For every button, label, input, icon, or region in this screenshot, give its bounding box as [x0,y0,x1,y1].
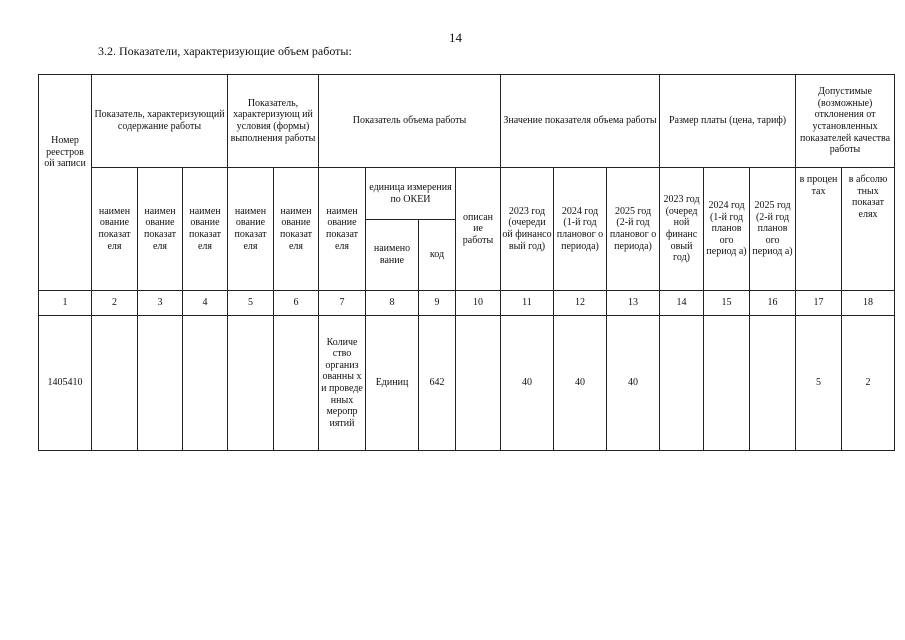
registry-number-cell: 1405410 [39,316,92,451]
column-number: 13 [607,291,660,316]
header-percent: в процен тах [796,168,842,291]
header-conditions-indicator: Показатель, характеризующ ий условия (формы) выполнения работы [228,75,319,168]
indicator-name-cell: Количе ство организ ованны х и проведе нных меропр иятий [319,316,366,451]
header-registry-number: Номер реестров ой записи [39,75,92,291]
header-value-indicator: Значение показателя объема работы [501,75,660,168]
header-year-2024-fee: 2024 год (1-й год планов ого период а) [704,168,750,291]
value-2025-cell: 40 [607,316,660,451]
header-content-indicator: Показатель, характеризующий содержание работы [92,75,228,168]
empty-cell [183,316,228,451]
header-description: описан ие работы [456,168,501,291]
column-number: 8 [366,291,419,316]
header-volume-indicator: Показатель объема работы [319,75,501,168]
header-year-2023-value: 2023 год (очереди ой финансо вый год) [501,168,554,291]
header-name-col-6: наимен ование показат еля [274,168,319,291]
header-name-col-5: наимен ование показат еля [228,168,274,291]
empty-cell [92,316,138,451]
header-fee-size: Размер платы (цена, тариф) [660,75,796,168]
column-number: 17 [796,291,842,316]
header-absolute: в абсолю тных показат елях [842,168,895,291]
column-number: 16 [750,291,796,316]
column-number: 1 [39,291,92,316]
empty-cell [750,316,796,451]
table-row [39,316,895,451]
header-name-col-2: наимен ование показат еля [92,168,138,291]
header-allowed-deviations: Допустимые (возможные) отклонения от установленных показателей качества работы [796,75,895,168]
header-year-2025-value: 2025 год (2-й год плановог о периода) [607,168,660,291]
column-number: 9 [419,291,456,316]
unit-code-cell: 642 [419,316,456,451]
header-year-2024-value: 2024 год (1-й год плановог о периода) [554,168,607,291]
header-name-col-7: наимен ование показат еля [319,168,366,291]
column-number: 11 [501,291,554,316]
page-number: 14 [449,30,462,45]
empty-cell [456,316,501,451]
empty-cell [228,316,274,451]
empty-cell [274,316,319,451]
column-number: 6 [274,291,319,316]
header-name-col-4: наимен ование показат еля [183,168,228,291]
deviation-absolute-cell: 2 [842,316,895,451]
header-year-2025-fee: 2025 год (2-й год планов ого период а) [750,168,796,291]
value-2023-cell: 40 [501,316,554,451]
empty-cell [138,316,183,451]
header-unit-code: код [419,220,456,291]
column-number: 14 [660,291,704,316]
section-title: 3.2. Показатели, характеризующие объем работы: [98,44,352,58]
empty-cell [704,316,750,451]
work-volume-table [38,74,895,451]
empty-cell [660,316,704,451]
unit-name-cell: Единиц [366,316,419,451]
column-number-row [39,291,895,316]
header-name-col-3: наимен ование показат еля [138,168,183,291]
column-number: 3 [138,291,183,316]
deviation-percent-cell: 5 [796,316,842,451]
column-number: 12 [554,291,607,316]
column-number: 5 [228,291,274,316]
header-year-2023-fee: 2023 год (очеред ной финанс овый год) [660,168,704,291]
column-number: 10 [456,291,501,316]
header-unit-okei: единица измерения по ОКЕИ [366,168,456,220]
column-number: 2 [92,291,138,316]
header-unit-name: наимено вание [366,220,419,291]
value-2024-cell: 40 [554,316,607,451]
column-number: 18 [842,291,895,316]
column-number: 4 [183,291,228,316]
column-number: 7 [319,291,366,316]
column-number: 15 [704,291,750,316]
